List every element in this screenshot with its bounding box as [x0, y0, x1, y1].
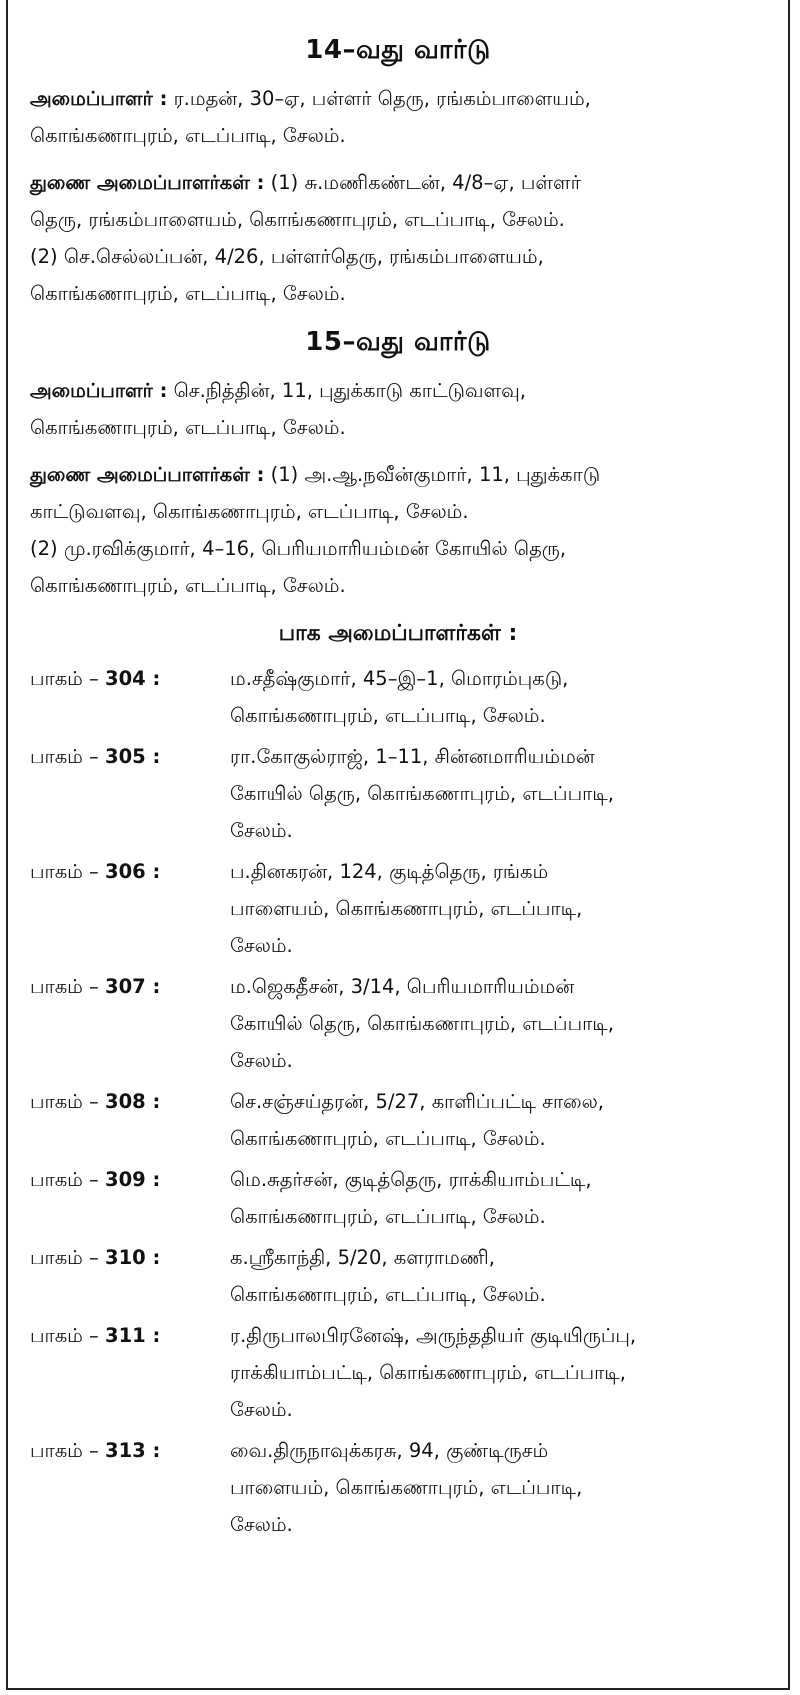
document-frame	[6, 0, 790, 1690]
booth-address-line: கொங்கணாபுரம், எடப்பாடி, சேலம்.	[230, 704, 546, 727]
booth-address-line: க.ஸ்ரீகாந்தி, 5/20, களராமணி,	[230, 1246, 495, 1269]
ward-15-deputy-line: கொங்கணாபுரம், எடப்பாடி, சேலம்.	[30, 574, 346, 597]
ward-15-organizer	[30, 372, 766, 446]
ward-15-deputy-label: துணை அமைப்பாளர்கள் :	[30, 463, 265, 486]
booth-label	[30, 660, 230, 734]
booth-address-line: ம.ஜெகதீசன், 3/14, பெரியமாரியம்மன்	[230, 975, 575, 998]
booth-colon: :	[145, 1090, 161, 1113]
booth-address	[230, 968, 766, 1079]
booth-address-line: ம.சதீஷ்குமார், 45–இ–1, மொரம்புகடு,	[230, 667, 569, 690]
booth-address-line: சேலம்.	[230, 1513, 293, 1536]
booth-number: 313	[105, 1439, 146, 1462]
booth-address-line: பாளையம், கொங்கணாபுரம், எடப்பாடி,	[230, 1476, 583, 1499]
booth-address-line: செ.சஞ்சய்தரன், 5/27, காளிப்பட்டி சாலை,	[230, 1090, 605, 1113]
booth-organizer-list	[30, 660, 766, 1543]
booth-colon: :	[145, 667, 161, 690]
ward-15-deputies	[30, 456, 766, 604]
ward-14-organizer	[30, 80, 766, 154]
booth-entry	[30, 660, 766, 734]
booth-colon: :	[145, 1324, 161, 1347]
booth-entry	[30, 738, 766, 849]
booth-prefix: பாகம் –	[30, 1246, 106, 1269]
booth-number: 307	[105, 975, 146, 998]
booth-colon: :	[145, 745, 161, 768]
ward-14-organizer-line: ர.மதன், 30–ஏ, பள்ளர் தெரு, ரங்கம்பாளையம்,	[173, 87, 591, 110]
booth-label	[30, 1432, 230, 1543]
booth-number: 305	[105, 745, 146, 768]
booth-label	[30, 853, 230, 964]
booth-address	[230, 1317, 766, 1428]
booth-entry	[30, 1161, 766, 1235]
ward-14-deputy-line: கொங்கணாபுரம், எடப்பாடி, சேலம்.	[30, 282, 346, 305]
ward-14-organizer-line: கொங்கணாபுரம், எடப்பாடி, சேலம்.	[30, 124, 346, 147]
booth-number: 309	[105, 1168, 146, 1191]
booth-colon: :	[145, 1439, 161, 1462]
booth-address-line: பாளையம், கொங்கணாபுரம், எடப்பாடி,	[230, 897, 583, 920]
booth-address-line: ர.திருபாலபிரனேஷ், அருந்ததியர் குடியிருப்பு,	[230, 1324, 637, 1347]
booth-address	[230, 1083, 766, 1157]
booth-address-line: கோயில் தெரு, கொங்கணாபுரம், எடப்பாடி,	[230, 1012, 614, 1035]
ward-15-deputy-line: (2) மு.ரவிக்குமார், 4–16, பெரியமாரியம்மன் கோயில் தெரு,	[30, 537, 567, 560]
booth-address-line: ரா.கோகுல்ராஜ், 1–11, சின்னமாரியம்மன்	[230, 745, 595, 768]
booth-address-line: கோயில் தெரு, கொங்கணாபுரம், எடப்பாடி,	[230, 782, 614, 805]
booth-entry	[30, 853, 766, 964]
ward-14-deputy-label: துணை அமைப்பாளர்கள் :	[30, 171, 265, 194]
booth-entry	[30, 1432, 766, 1543]
booth-prefix: பாகம் –	[30, 745, 106, 768]
booth-address	[230, 738, 766, 849]
booth-number: 308	[105, 1090, 146, 1113]
ward-15-organizer-line: கொங்கணாபுரம், எடப்பாடி, சேலம்.	[30, 416, 346, 439]
booth-colon: :	[145, 1246, 161, 1269]
booth-entry	[30, 1239, 766, 1313]
booth-address	[230, 1239, 766, 1313]
booth-address-line: ராக்கியாம்பட்டி, கொங்கணாபுரம், எடப்பாடி,	[230, 1361, 626, 1384]
booth-address-line: சேலம்.	[230, 819, 293, 842]
ward-14-deputy-line: தெரு, ரங்கம்பாளையம், கொங்கணாபுரம், எடப்பாடி, சேலம்.	[30, 208, 565, 231]
booth-address	[230, 1161, 766, 1235]
booth-colon: :	[145, 860, 161, 883]
booth-prefix: பாகம் –	[30, 1168, 106, 1191]
ward-14-deputy-line: (2) செ.செல்லப்பன், 4/26, பள்ளர்தெரு, ரங்கம்பாளையம்,	[30, 245, 544, 268]
booth-address-line: வை.திருநாவுக்கரசு, 94, குண்டிருசம்	[230, 1439, 549, 1462]
booth-prefix: பாகம் –	[30, 667, 106, 690]
booth-organizers-title: பாக அமைப்பாளர்கள் :	[278, 621, 518, 646]
booth-address	[230, 1432, 766, 1543]
booth-address-line: சேலம்.	[230, 934, 293, 957]
booth-address-line: மெ.சுதர்சன், குடித்தெரு, ராக்கியாம்பட்டி,	[230, 1168, 592, 1191]
booth-colon: :	[145, 975, 161, 998]
booth-number: 306	[105, 860, 146, 883]
booth-address-line: ப.தினகரன், 124, குடித்தெரு, ரங்கம்	[230, 860, 549, 883]
ward-15-organizer-line: செ.நித்தின், 11, புதுக்காடு காட்டுவளவு,	[173, 379, 526, 402]
booth-colon: :	[145, 1168, 161, 1191]
booth-prefix: பாகம் –	[30, 1090, 106, 1113]
ward-15-deputy-line: (1) அ.ஆ.நவீன்குமார், 11, புதுக்காடு	[270, 463, 601, 486]
booth-entry	[30, 1317, 766, 1428]
ward-15-title: 15–வது வார்டு	[305, 327, 491, 357]
booth-address-line: கொங்கணாபுரம், எடப்பாடி, சேலம்.	[230, 1205, 546, 1228]
booth-label	[30, 1083, 230, 1157]
document-content	[30, 30, 766, 1547]
booth-address-line: கொங்கணாபுரம், எடப்பாடி, சேலம்.	[230, 1283, 546, 1306]
ward-14-deputy-line: (1) சு.மணிகண்டன், 4/8–ஏ, பள்ளர்	[270, 171, 581, 194]
booth-address	[230, 853, 766, 964]
booth-label	[30, 968, 230, 1079]
booth-label	[30, 738, 230, 849]
booth-prefix: பாகம் –	[30, 860, 106, 883]
booth-label	[30, 1161, 230, 1235]
booth-address-line: கொங்கணாபுரம், எடப்பாடி, சேலம்.	[230, 1127, 546, 1150]
ward-14-deputies	[30, 164, 766, 312]
booth-address	[230, 660, 766, 734]
ward-14-organizer-label: அமைப்பாளர் :	[30, 87, 168, 110]
booth-label	[30, 1239, 230, 1313]
booth-number: 311	[105, 1324, 146, 1347]
ward-15-deputy-line: காட்டுவளவு, கொங்கணாபுரம், எடப்பாடி, சேலம்.	[30, 500, 469, 523]
booth-prefix: பாகம் –	[30, 1324, 106, 1347]
booth-prefix: பாகம் –	[30, 1439, 106, 1462]
booth-number: 304	[105, 667, 146, 690]
booth-entry	[30, 968, 766, 1079]
booth-address-line: சேலம்.	[230, 1049, 293, 1072]
booth-entry	[30, 1083, 766, 1157]
ward-14-title: 14–வது வார்டு	[305, 35, 491, 65]
ward-15-organizer-label: அமைப்பாளர் :	[30, 379, 168, 402]
booth-label	[30, 1317, 230, 1428]
booth-prefix: பாகம் –	[30, 975, 106, 998]
booth-address-line: சேலம்.	[230, 1398, 293, 1421]
booth-number: 310	[105, 1246, 146, 1269]
